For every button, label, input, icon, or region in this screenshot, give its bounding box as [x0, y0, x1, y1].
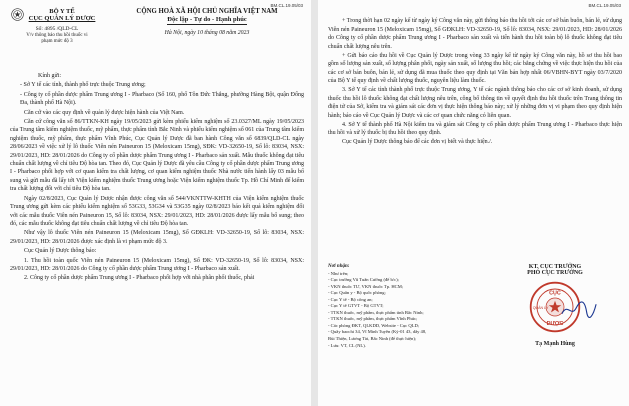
ministry-emblem-icon: [11, 8, 24, 21]
place-date: Hà Nội, ngày 10 tháng 08 năm 2023: [164, 30, 250, 36]
form-code: BM.CL.19.05/03: [588, 3, 621, 8]
recipient-item: Bùi Thiện, Lương Tài, Bắc Ninh (để thực hiện);: [328, 336, 417, 342]
svg-text:CỤC: CỤC: [549, 290, 561, 297]
department-name: CỤC QUẢN LÝ DƯỢC: [28, 15, 96, 22]
recipient-item: - VKN thuốc TƯ, VKN thuốc Tp. HCM;: [328, 283, 404, 289]
national-header: [108, 8, 306, 36]
document-body-continued: [328, 17, 622, 147]
greeting: Kính gửi:: [38, 73, 62, 79]
recipient-item: - TTKN thuốc, mỹ phẩm, thực phẩm Vĩnh Phúc;: [328, 316, 418, 322]
issuer-header: [8, 8, 106, 45]
paragraph-violation: Như vậy lô thuốc Viên nén Paineuron 15 (Meloxicam 15mg), Số GĐKLH: VD-32650-19, Số lô: 83034, NSX: 29/01/2023, HD: 28/01/2026 được xác định là vi phạm mức độ 3.: [10, 230, 304, 245]
recipients-title: Nơi nhận:: [328, 264, 350, 269]
signer-name: Tạ Mạnh Hùng: [535, 341, 575, 347]
notice-item-2: 2. Công ty cổ phần dược phẩm Trung ương I - Pharbaco phối hợp với nhà phân phối thuốc, phải: [24, 275, 255, 282]
notice-item-3: 3. Sở Y tế các tỉnh thành phố trực thuộc Trung ương, Y tế các ngành thông báo cho các cơ sở kinh doanh, sử dụng thuốc thu hồi lô thuốc không đạt chất lượng nêu trên, công bố thông tin về quyết định thu hồi thuốc trên Trang thông tin điện tử của Sở, kiểm tra và giám sát các đơn vị thực hiện thông báo này; xử lý những đơn vị vi phạm theo quy định hiện hành; báo cáo về Cục Quản lý Dược và các cơ quan chức năng có liên quan.: [328, 87, 622, 119]
notice-item-4: 4. Sở Y tế thành phố Hà Nội kiểm tra và giám sát Công ty cổ phần dược phẩm Trung ương I - Pharbaco thực hiện thu hồi và xử lý thuốc bị thu hồi theo quy định.: [328, 121, 622, 136]
svg-text:QUẢN LÝ: QUẢN LÝ: [532, 305, 549, 310]
document-subject: V/v thông báo thu hồi thuốc vi phạm mức độ 3: [26, 33, 88, 44]
paragraph-test-results: Ngày 02/8/2023, Cục Quản lý Dược nhận được công văn số 544/VKNTTW-KHTH của Viện kiểm nghiệm thuốc Trung ương gửi kèm các phiếu kiểm nghiệm số 53G33, 53G34 và 53G35 ngày 02/8/2023 báo kết quả kiểm nghiệm đối với các mẫu thuốc Viên nén Paineuron 15, Số lô: 83034, NSX: 29/01/2023, HD: 28/01/2026 được lấy mẫu bổ sung; theo đó, các mẫu thuốc không đạt tiêu chuẩn chất lượng về chỉ tiêu Độ hòa tan.: [10, 195, 304, 227]
signature-authority: KT. CỤC TRƯỞNG: [528, 264, 582, 270]
page-gutter: [311, 0, 318, 406]
notice-item-1: 1. Thu hồi toàn quốc Viên nén Paineuron 15 (Meloxicam 15mg), Số ĐK: VD-32650-19, Số lô: 83034, NSX: 29/01/2023, HD: 28/01/2026 do Công ty cổ phần dược phẩm Trung ương I - Pharbaco sản xuất.: [10, 257, 304, 272]
signer-role: PHÓ CỤC TRƯỞNG: [527, 270, 583, 276]
addressee-1: - Sở Y tế các tỉnh, thành phố trực thuộc Trung ương;: [20, 82, 146, 89]
paragraph-background: Căn cứ công văn số 86/TTKN-KH ngày 19/05/2023 gửi kèm phiếu kiểm nghiệm số 23.0327/ML ngày 19/05/2023 của Trung tâm kiểm nghiệm thuốc, mỹ phẩm, thực phẩm tỉnh Bắc Ninh và phiếu kiểm nghiệm số 061 của Trung tâm kiểm nghiệm thuốc, mỹ phẩm, thực phẩm Vĩnh Phúc, Cục Quản lý Dược đã ban hành Công văn số 6839/QLD-CL ngày 28/06/2023 về việc xử lý lô thuốc Viên nén Paineuron 15 (Meloxicam 15mg), SĐK: VD-32650-19, Số lô: 83034, NSX: 29/01/2023, HD: 28/01/2026 do Công ty cổ phần dược phẩm Trung ương I - Pharbaco sản xuất. Mẫu thuốc không đạt tiêu chuẩn chất lượng về chỉ tiêu Độ hòa tan. Theo đó, Cục Quản lý Dược đã yêu cầu Công ty cổ phần dược phẩm Trung ương I - Pharbaco phối hợp với cơ quan kiểm tra chất lượng, cơ quan kiểm nghiệm thuốc Nhà nước tiến hành lấy 03 mẫu bổ sung và gửi mẫu đã lấy tới Viện kiểm nghiệm thuốc Trung ương hoặc Viện kiểm nghiệm thuốc Tp. Hồ Chí Minh để kiểm tra chất lượng đối với chỉ tiêu Độ hòa tan.: [10, 119, 304, 193]
recall-bullet-2: + Gửi báo cáo thu hồi về Cục Quản lý Dược trong vòng 33 ngày kể từ ngày ký Công văn này, hồ sơ thu hồi bao gồm số lượng sản xuất, số lượng phân phối, ngày sản xuất, số lượng thu hồi; các bằng chứng về việc thực hiện thu hồi của các cơ sở bán buôn, bán lẻ, sử dụng đã mua thuốc theo quy định tại Văn bản hợp nhất 06/VBHN-BYT ngày 03/7/2020 của Bộ Y tế quy định về chất lượng thuốc, nguyên liệu làm thuốc.: [328, 52, 622, 84]
ministry-name: BỘ Y TẾ: [49, 8, 75, 15]
recipient-item: - Cục trưởng Vũ Tuấn Cường (để b/c);: [328, 277, 399, 283]
document-page-2: [318, 0, 629, 406]
handwritten-signature-icon: [560, 298, 598, 320]
form-code: BM.CL.19.05/03: [270, 3, 303, 8]
paragraph-notice: Cục Quản lý Dược thông báo:: [24, 248, 97, 255]
document-page-1: [0, 0, 311, 406]
national-motto: Độc lập - Tự do - Hạnh phúc: [167, 16, 247, 23]
recipient-item: - Các phòng ĐKT, QLKDD, Website - Cục QLD;: [328, 322, 420, 328]
recipients-list: [328, 264, 478, 349]
paragraph-basis: Căn cứ vào các quy định về quản lý được hiện hành của Việt Nam.: [24, 109, 185, 116]
closing-line: Cục Quản lý Dược thông báo để các đơn vị biết và thực hiện./.: [342, 139, 493, 145]
document-body: [10, 72, 304, 284]
recipient-item: - Cục Y tế - Bộ công an;: [328, 296, 373, 302]
signature-block: [496, 264, 614, 347]
addressee-2: - Công ty cổ phần dược phẩm Trung ương I - Pharbaco (Số 160, phố Tôn Đức Thắng, phường Hàng Bột, quận Đống Đa, thành phố Hà Nội).: [20, 91, 304, 107]
recipient-item: - Lưu: VT, CL (NL).: [328, 342, 366, 348]
recipient-item: - Cục Quân y - Bộ quốc phòng;: [328, 290, 386, 296]
motto-underline: [167, 24, 247, 25]
recipient-item: - Cục Y tế GTVT - Bộ GTVT;: [328, 303, 384, 309]
document-number: Số: 4895 /QLD-CL: [35, 26, 79, 32]
recipient-item: - Như trên;: [328, 270, 349, 276]
recipient-item: - Quầy baochi 34, Vĩ Minh Tuyền (Kỳ-01 43, dãy 48,: [328, 329, 427, 335]
recall-bullet-1: + Trong thời hạn 02 ngày kể từ ngày ký Công văn này, gửi thông báo thu hồi tới các cơ sở bán buôn, bán lẻ, sử dụng Viên nén Paineuron 15 (Meloxicam 15mg), Số GĐKLH: VD-32650-19, Số lô: 83034, NSX: 29/01/2023, HD: 28/01/2026 do Công ty cổ phần dược phẩm Trung ương I - Pharbaco sản xuất và tiến hành thu hồi toàn bộ lô thuốc không đạt tiêu chuẩn chất lượng nêu trên.: [328, 18, 622, 50]
recipient-item: - TTKN thuốc, mỹ phẩm, thực phẩm tỉnh Bắc Ninh;: [328, 309, 424, 315]
national-title: CỘNG HOÀ XÃ HỘI CHỦ NGHĨA VIỆT NAM: [136, 8, 278, 15]
svg-text:DƯỢC: DƯỢC: [546, 321, 564, 327]
